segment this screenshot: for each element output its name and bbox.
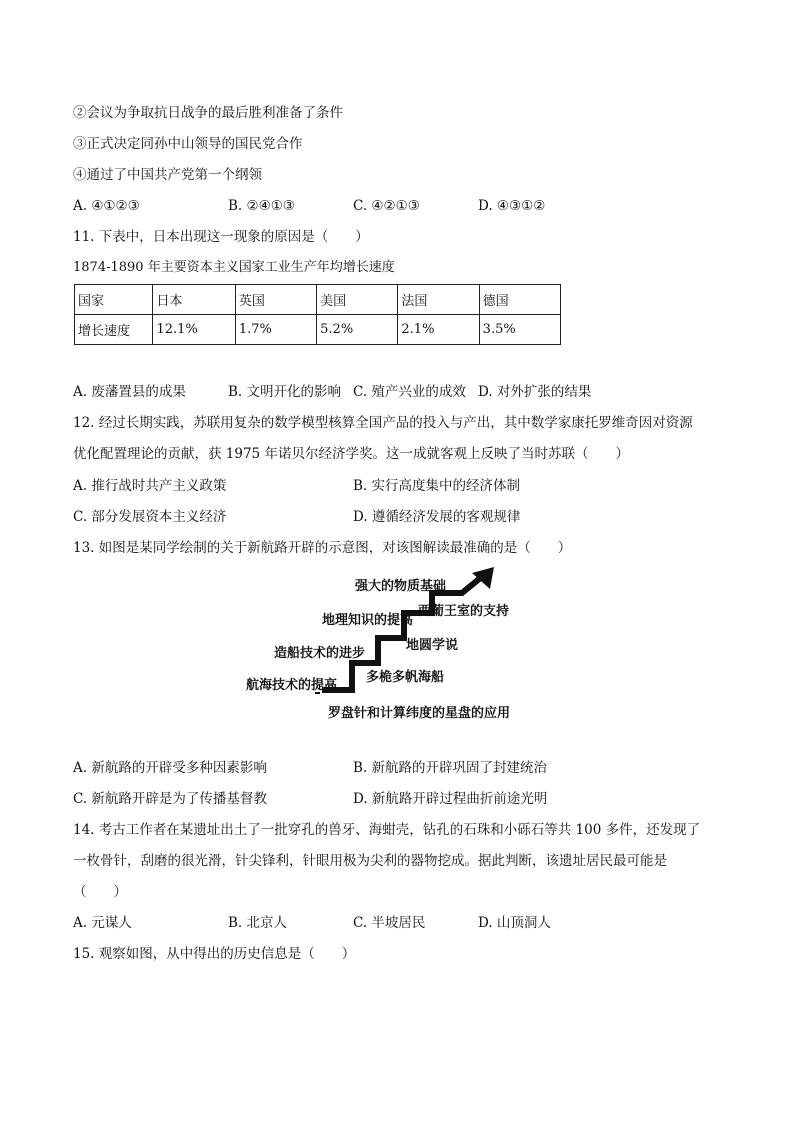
question-12-stem-line-1: 12. 经过长期实践，苏联用复杂的数学模型核算全国产品的投入与产出，其中数学家康托罗维奇因对资源	[73, 415, 693, 431]
question-10-option-c[interactable]: C. ④②①③	[353, 198, 420, 214]
question-12-stem-line-2: 优化配置理论的贡献，获 1975 年诺贝尔经济学奖。这一成就客观上反映了当时苏联（ ）	[73, 446, 629, 462]
question-12-option-d[interactable]: D. 遵循经济发展的客观规律	[353, 509, 521, 525]
question-10-item-2: ②会议为争取抗日战争的最后胜利准备了条件	[73, 105, 343, 121]
question-14-stem-line-2: 一枚骨针，刮磨的很光滑，针尖锋利，针眼用极为尖利的器物挖成。据此判断，该遗址居民最可能是	[73, 853, 667, 869]
question-10-item-3: ③正式决定同孙中山领导的国民党合作	[73, 136, 303, 152]
new-sea-route-diagram	[240, 565, 540, 730]
question-13-option-b[interactable]: B. 新航路的开辟巩固了封建统治	[353, 760, 548, 776]
table-cell: 增长速度	[75, 315, 153, 345]
table-cell: 国家	[75, 285, 153, 315]
table-header-row	[75, 285, 561, 315]
label-round-earth: 地圆学说	[406, 638, 459, 653]
label-multi-mast-ships: 多桅多帆海船	[366, 670, 445, 685]
question-10-option-b[interactable]: B. ②④①③	[228, 198, 295, 214]
question-10-item-4: ④通过了中国共产党第一个纲领	[73, 167, 262, 183]
question-10-option-d[interactable]: D. ④③①②	[478, 198, 546, 214]
question-14-option-a[interactable]: A. 元谋人	[73, 915, 132, 931]
table-cell: 日本	[153, 285, 235, 315]
question-12-option-c[interactable]: C. 部分发展资本主义经济	[73, 509, 227, 525]
question-10-option-a[interactable]: A. ④①②③	[73, 198, 140, 214]
table-row	[75, 315, 561, 345]
label-royal-support: 西葡王室的支持	[418, 604, 510, 619]
question-12-option-a[interactable]: A. 推行战时共产主义政策	[73, 478, 227, 494]
table-title: 1874-1890 年主要资本主义国家工业生产年均增长速度	[73, 260, 395, 275]
question-14-option-c[interactable]: C. 半坡居民	[353, 915, 426, 931]
table-cell: 5.2%	[317, 315, 398, 345]
question-11-option-d[interactable]: D. 对外扩张的结果	[478, 384, 592, 400]
question-13-option-a[interactable]: A. 新航路的开辟受多种因素影响	[73, 760, 267, 776]
label-shipbuilding: 造船技术的进步	[274, 646, 366, 661]
question-13-option-d[interactable]: D. 新航路开辟过程曲折前途光明	[353, 791, 548, 807]
label-material-basis: 强大的物质基础	[355, 579, 447, 594]
question-11-option-a[interactable]: A. 废藩置县的成果	[73, 384, 186, 400]
question-11-option-b[interactable]: B. 文明开化的影响	[228, 384, 342, 400]
question-11-option-c[interactable]: C. 殖产兴业的成效	[353, 384, 466, 400]
table-cell: 德国	[479, 285, 560, 315]
label-navigation-tech: 航海技术的提高	[246, 678, 338, 693]
question-15-stem: 15. 观察如图，从中得出的历史信息是（ ）	[73, 946, 356, 962]
question-14-stem-line-1: 14. 考古工作者在某遗址出土了一批穿孔的兽牙、海蚶壳，钻孔的石珠和小砾石等共 100 多件，还发现了	[73, 822, 701, 838]
question-13-stem: 13. 如图是某同学绘制的关于新航路开辟的示意图，对该图解读最准确的是（ ）	[73, 540, 572, 556]
table-cell: 3.5%	[479, 315, 560, 345]
table-cell: 2.1%	[398, 315, 479, 345]
growth-rate-table	[74, 284, 561, 345]
table-cell: 法国	[398, 285, 479, 315]
label-geography-knowledge: 地理知识的提高	[322, 613, 414, 628]
question-14-stem-line-3: （ ）	[73, 884, 127, 900]
label-compass-astrolabe: 罗盘针和计算纬度的星盘的应用	[328, 706, 511, 721]
question-12-option-b[interactable]: B. 实行高度集中的经济体制	[353, 478, 521, 494]
table-cell: 1.7%	[235, 315, 316, 345]
question-14-option-d[interactable]: D. 山顶洞人	[478, 915, 551, 931]
table-cell: 12.1%	[153, 315, 235, 345]
question-11-stem: 11. 下表中，日本出现这一现象的原因是（ ）	[73, 229, 369, 245]
table-cell: 美国	[317, 285, 398, 315]
question-14-option-b[interactable]: B. 北京人	[228, 915, 288, 931]
question-13-option-c[interactable]: C. 新航路开辟是为了传播基督教	[73, 791, 267, 807]
table-cell: 英国	[235, 285, 316, 315]
